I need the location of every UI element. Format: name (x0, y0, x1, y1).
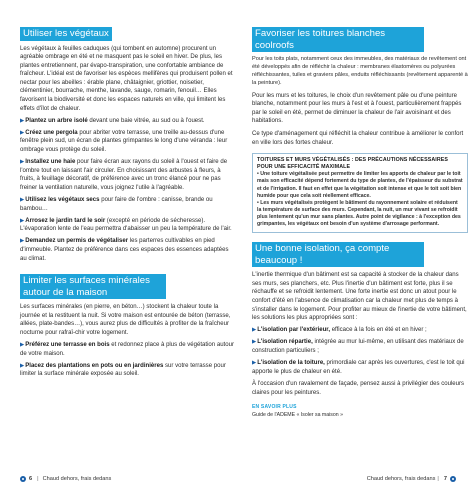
footer-separator: | (437, 476, 439, 482)
footer-title: Chaud dehors, frais dedans (366, 476, 436, 482)
arrow-bullet-icon: ▶ (20, 159, 25, 166)
section-heading-toitures: Favoriser les toitures blanches coolroofs (252, 27, 424, 52)
guide-reference-link[interactable]: Guide de l'ADEME « Isoler sa maison » (252, 411, 343, 418)
paragraph: À l'occasion d'un ravalement de façade, pensez aussi à privilégier des couleurs claires pour les peintures. (252, 381, 465, 396)
info-box (252, 153, 468, 233)
bullet-dot-icon (20, 476, 26, 482)
footer-right (365, 476, 456, 482)
bullet-item: ▶Demandez un permis de végétaliser les parterres cultivables en pied d'immeuble. Plantez de préférence dans ces espaces des essences adaptées au climat. (20, 238, 229, 262)
arrow-bullet-icon: ▶ (252, 327, 257, 334)
bullet-item: ▶Créez une pergola pour abriter votre terrasse, une treille au-dessus d'une fenêtre plein sud, un écran de plantes grimpantes le long d'une véranda : leur ombrage vous protège du soleil. (20, 129, 228, 154)
footer-title: Chaud dehors, frais dedans (42, 476, 112, 482)
bullet-item: ▶Installez une haie pour faire écran aux rayons du soleil à l'ouest et faire de l'ombre tout en laissant l'air circuler. En choisissant des arbustes à fleurs, à fruits, à feuillage décoratif, de préférence avec un tronc élancé pour ne pas freiner la ventilation naturelle, vous joignez l'utile à l'agréable. (20, 159, 228, 191)
arrow-bullet-icon: ▶ (20, 217, 25, 224)
paragraph: L'inertie thermique d'un bâtiment est sa capacité à stocker de la chaleur dans ses murs, ses planchers, etc. Plus l'inertie d'un bâtiment est forte, plus il se réchauffe et se refroidit lentement. Une forte inertie est donc un atout pour le confort d'été en l'absence de climatisation car la chaleur met plus de temps à s'installer dans le logement. Pour profiter au mieux de l'inertie de votre bâtiment, les solutions les plus appropriées sont : (252, 272, 467, 322)
arrow-bullet-icon: ▶ (20, 197, 25, 203)
bullet-item: ▶L'isolation répartie, intégrée au mur lui-même, en utilisant des matériaux de construction particuliers ; (252, 339, 464, 354)
bullet-item: ▶L'isolation de la toiture, primordiale car après les ouvertures, c'est le toit qui apporte le plus de chaleur en été. (252, 359, 465, 375)
page-number: 6 (29, 476, 33, 482)
page-number: 7 (443, 476, 447, 482)
right-column (252, 27, 468, 419)
bullet-item: ▶Arrosez le jardin tard le soir (excepté en période de sécheresse). L'évaporation lente de l'eau permettra d'abaisser un peu la température de l'air. (20, 217, 232, 233)
arrow-bullet-icon: ▶ (20, 129, 25, 136)
paragraph: Ce type d'aménagement qui réfléchit la chaleur contribue à améliorer le confort en ville lors des fortes chaleur. (252, 131, 464, 146)
arrow-bullet-icon: ▶ (20, 342, 25, 349)
info-box-item: • Les murs végétalisés protègent le bâtiment du rayonnement solaire et réduisent la température de surface des murs. Cependant, la nuit, un mur vivant se refroidit plus lentement qu'un mur sans plantes. Autre point de vigilance : à l'exception des grimpantes, les végétaux ont besoin d'un système d'arrosage performant. (257, 199, 461, 228)
info-box-item: • Une toiture végétalisée peut permettre de limiter les apports de chaleur par le toit mais son efficacité dépend fortement du type de plantes, de l'épaisseur du substrat et de l'irrigation. Il faut en effet que la végétation soit intense et que le toit soit bien humide pour que cela soit réellement efficace. (257, 171, 463, 199)
section-heading-vegetaux: Utiliser les végétaux (20, 27, 112, 41)
paragraph: Pour les toits plats, notamment ceux des immeubles, des matériaux de revêtement ont été développés afin de réfléchir la chaleur : membranes élastomères ou polyurées réfléchissantes, tuiles et graviers pâles, enduits réfléchissants (revêtement apparenté à la peinture). (252, 56, 468, 86)
bullet-item: ▶Préférez une terrasse en bois et redonnez place à plus de végétation autour de votre maison. (20, 342, 234, 357)
arrow-bullet-icon: ▶ (20, 362, 25, 369)
info-box-title: TOITURES ET MURS VÉGÉTALISÉS : DES PRÉCAUTIONS NÉCESSAIRES POUR UNE EFFICACITÉ MAXIMALE (257, 157, 449, 171)
more-info-label: EN SAVOIR PLUS (252, 404, 297, 411)
arrow-bullet-icon: ▶ (20, 117, 25, 124)
bullet-item: ▶Plantez un arbre isolé devant une baie vitrée, au sud ou à l'ouest. (20, 117, 205, 124)
arrow-bullet-icon: ▶ (252, 359, 257, 366)
footer-separator: | (37, 476, 39, 482)
section-heading-isolation: Une bonne isolation, ça compte beaucoup ! (252, 242, 424, 267)
paragraph: Les surfaces minérales (en pierre, en béton…) stockent la chaleur toute la journée et la restituent la nuit. Si votre maison est entourée de béton (terrasse, allées, plate-bandes…), vous aurez plus de difficultés à profiter de la fraîcheur nocturne pour rafraî-chir votre logement. (20, 304, 231, 336)
footer-left (20, 476, 111, 482)
bullet-item: ▶L'isolation par l'extérieur, efficace à la fois en été et en hiver ; (252, 327, 427, 334)
bullet-item: ▶Utilisez les végétaux secs pour faire de l'ombre : canisse, brande ou bambou… (20, 197, 213, 212)
paragraph: Les végétaux à feuilles caduques (qui tombent en automne) procurent un agréable ombrage en été et ne masquent pas le soleil en hiver. De plus, les plantes entretiennent, par évapo-transpiration, une confortable ambiance de fraîcheur. L'idéal est de favoriser les espèces mellifères qui produisent pollen et nectar pour les abeilles : érable plane, châtaignier, griottier, noisetier, clémentinier, bourrache, menthe, lavande, sauge, romarin, fenouil… Elles favorisent la biodiversité et donc les espaces naturels en ville, qui limitent les effets d'îlot de chaleur. (20, 45, 233, 112)
arrow-bullet-icon: ▶ (20, 238, 25, 245)
arrow-bullet-icon: ▶ (252, 339, 257, 346)
bullet-dot-icon (450, 476, 456, 482)
bullet-item: ▶Placez des plantations en pots ou en jardinières sur votre terrasse pour limiter la surface minérale exposée au soleil. (20, 362, 226, 378)
paragraph: Pour les murs et les toitures, le choix d'un revêtement pâle ou d'une peinture blanche, notamment pour les murs à l'est et à l'ouest, particulièrement frappés par le soleil en été, permet de diminuer la chaleur de l'air avoisinant et des habitations. (252, 92, 462, 125)
section-heading-surfaces: Limiter les surfaces minérales autour de la maison (20, 274, 166, 299)
left-column (20, 27, 236, 379)
